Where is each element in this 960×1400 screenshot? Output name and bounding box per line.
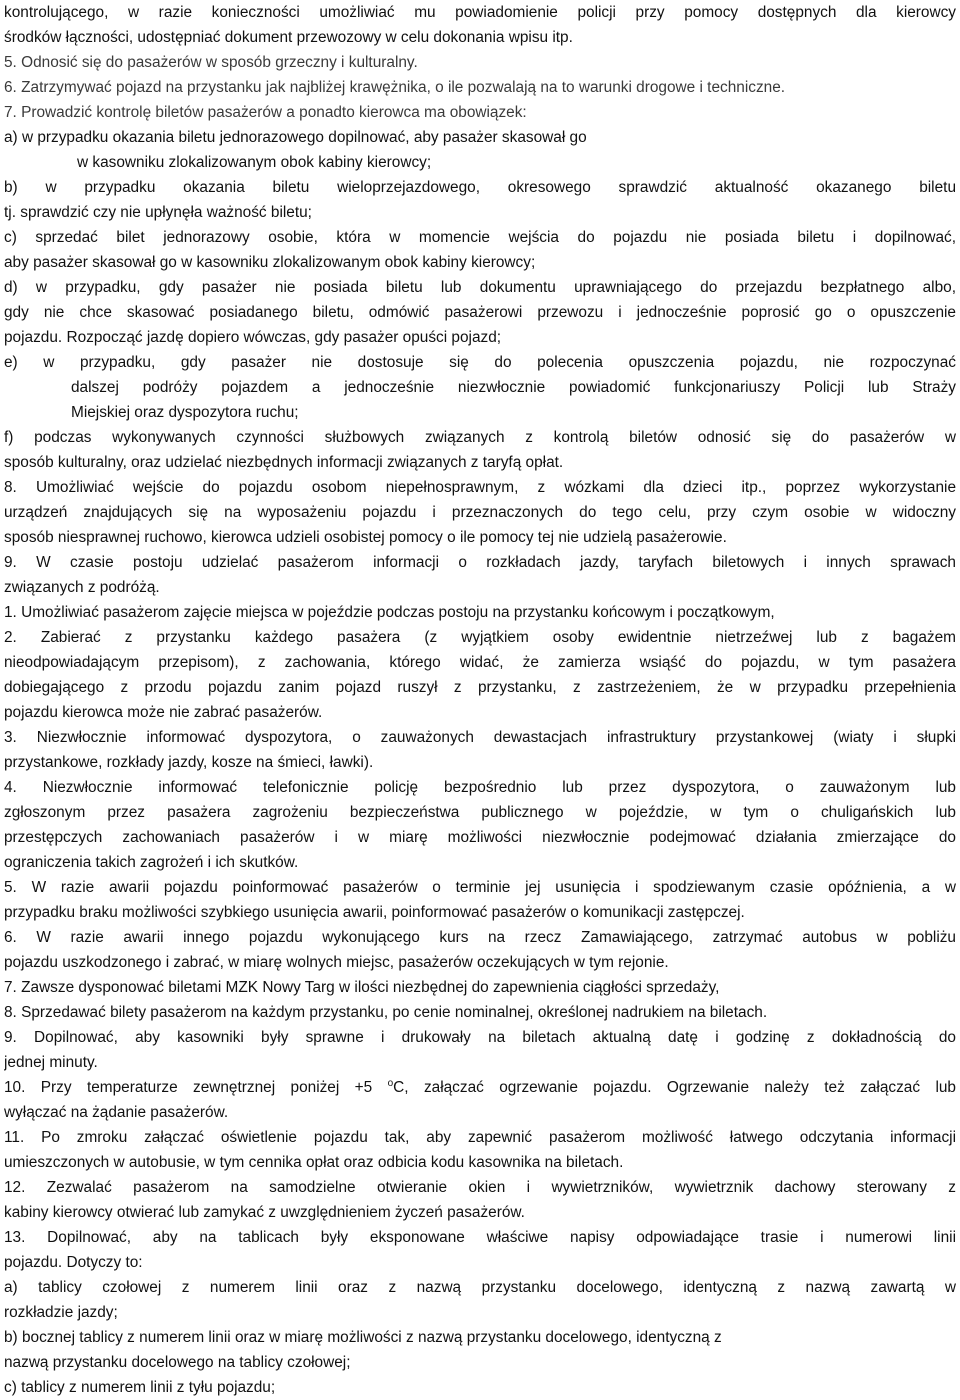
line-text: kontrolującego, w razie konieczności umożliwiać mu powiadomienie policji przy pomocy dostępnych dla kierowcy	[4, 4, 956, 21]
line-text: 5. Odnosić się do pasażerów w sposób grzeczny i kulturalny.	[4, 54, 418, 71]
line-text: urządzeń znajdujących się na wyposażeniu pojazdu i przeznaczonych do tego celu, przy czym osobie w widoczny	[4, 504, 956, 521]
line-text: pojazdu uszkodzonego i zabrać, w miarę wolnych miejsc, pasażerów oczekujących w tym rejonie.	[4, 954, 669, 971]
text-line	[4, 950, 956, 975]
text-line	[4, 75, 956, 100]
line-text: 11. Po zmroku załączać oświetlenie pojazdu tak, aby zapewnić pasażerom możliwość łatwego odczytania informacji	[4, 1129, 956, 1146]
text-line	[4, 1200, 956, 1225]
text-line	[4, 300, 956, 325]
line-text: pojazdu. Dotyczy to:	[4, 1254, 143, 1271]
text-line	[4, 550, 956, 575]
text-line	[4, 700, 956, 725]
text-line	[4, 575, 956, 600]
text-line	[4, 175, 956, 200]
text-line	[4, 900, 956, 925]
line-text: e) w przypadku, gdy pasażer nie dostosuje się do polecenia opuszczenia pojazdu, nie rozpoczynać	[4, 354, 956, 371]
line-text: w kasowniku zlokalizowanym obok kabiny kierowcy;	[77, 154, 432, 171]
text-line	[4, 975, 956, 1000]
text-line	[4, 525, 956, 550]
line-text: 7. Prowadzić kontrolę biletów pasażerów a ponadto kierowca ma obowiązek:	[4, 104, 527, 121]
text-line	[4, 200, 956, 225]
text-line	[4, 1125, 956, 1150]
line-text: przypadku braku możliwości szybkiego usunięcia awarii, poinformować pasażerów o komunikacji zastępczej.	[4, 904, 745, 921]
line-text: b) w przypadku okazania biletu wieloprzejazdowego, okresowego sprawdzić aktualność okazanego biletu	[4, 179, 956, 196]
text-line	[4, 375, 956, 400]
line-text: pojazdu kierowca może nie zabrać pasażerów.	[4, 704, 323, 721]
text-line	[4, 1325, 956, 1350]
text-line	[4, 1250, 956, 1275]
text-line	[4, 750, 956, 775]
text-line	[4, 1000, 956, 1025]
text-line	[4, 1275, 956, 1300]
line-text: 12. Zezwalać pasażerom na samodzielne otwieranie okien i wywietrzników, wywietrznik dachowy sterowany z	[4, 1179, 956, 1196]
text-line	[4, 275, 956, 300]
line-text: kabiny kierowcy otwierać lub zamykać z uwzględnieniem życzeń pasażerów.	[4, 1204, 525, 1221]
text-line	[4, 1225, 956, 1250]
line-text: 8. Umożliwiać wejście do pojazdu osobom niepełnosprawnym, z wózkami dla dzieci itp., poprzez wykorzystanie	[4, 479, 956, 496]
text-line	[4, 225, 956, 250]
line-text: sposób niesprawnej ruchowo, kierowca udzieli osobistej pomocy o ile pomocy tej nie udzielą pasażerowie.	[4, 529, 727, 546]
text-line	[4, 450, 956, 475]
text-line	[4, 475, 956, 500]
line-text: związanych z podróżą.	[4, 579, 160, 596]
line-text: 9. W czasie postoju udzielać pasażerom informacji o rozkładach jazdy, taryfach biletowych i innych sprawach	[4, 554, 956, 571]
line-text: Miejskiej oraz dyspozytora ruchu;	[71, 404, 299, 421]
line-text: 6. Zatrzymywać pojazd na przystanku jak najbliżej krawężnika, o ile pozwalają na to warunki drogowe i techniczne.	[4, 79, 786, 96]
text-line	[4, 1375, 956, 1400]
text-line	[4, 725, 956, 750]
line-text: c) sprzedać bilet jednorazowy osobie, która w momencie wejścia do pojazdu nie posiada biletu i dopilnować,	[4, 229, 956, 246]
text-line	[4, 850, 956, 875]
line-text: przestępczych zachowaniach pasażerów i w miarę możliwości niezwłocznie podejmować działania zmierzające do	[4, 829, 956, 846]
text-line	[4, 250, 956, 275]
line-text: tj. sprawdzić czy nie upłynęła ważność biletu;	[4, 204, 312, 221]
line-text: jednej minuty.	[4, 1054, 98, 1071]
text-line	[4, 100, 956, 125]
line-text: sposób kulturalny, oraz udzielać niezbędnych informacji związanych z taryfą opłat.	[4, 454, 564, 471]
line-text: 7. Zawsze dysponować biletami MZK Nowy Targ w ilości niezbędnej do zapewnienia ciągłości sprzedaży,	[4, 979, 720, 996]
text-line	[4, 0, 956, 25]
line-text: pojazdu. Rozpocząć jazdę dopiero wówczas, gdy pasażer opuści pojazd;	[4, 329, 502, 346]
line-text: 8. Sprzedawać bilety pasażerom na każdym przystanku, po cenie nominalnej, określonej nadrukiem na biletach.	[4, 1004, 768, 1021]
text-line	[4, 1050, 956, 1075]
text-line	[4, 875, 956, 900]
superscript: o	[387, 1077, 394, 1089]
line-text: nieodpowiadającym przepisom), z zachowania, którego widać, że zamierza wsiąść do pojazdu, w tym pasażera	[4, 654, 956, 671]
line-text: aby pasażer skasował go w kasowniku zlokalizowanym obok kabiny kierowcy;	[4, 254, 536, 271]
line-text: środków łączności, udostępniać dokument przewozowy w celu dokonania wpisu itp.	[4, 29, 573, 46]
text-line	[4, 1100, 956, 1125]
line-text: 2. Zabierać z przystanku każdego pasażera (z wyjątkiem osoby ewidentnie nietrzeźwej lub z bagażem	[4, 629, 956, 646]
line-text: 9. Dopilnować, aby kasowniki były sprawne i drukowały na biletach aktualną datę i godzinę z dokładnością do	[4, 1029, 956, 1046]
line-text: c) tablicy z numerem linii z tyłu pojazdu;	[4, 1379, 276, 1396]
text-line	[4, 925, 956, 950]
line-text: nazwą przystanku docelowego na tablicy czołowej;	[4, 1354, 351, 1371]
text-line	[4, 600, 956, 625]
text-line	[4, 1150, 956, 1175]
text-line	[4, 400, 956, 425]
text-line	[4, 775, 956, 800]
text-line	[4, 1175, 956, 1200]
text-line	[4, 1025, 956, 1050]
text-line	[4, 500, 956, 525]
text-line	[4, 150, 956, 175]
text-line	[4, 825, 956, 850]
line-text: 6. W razie awarii innego pojazdu wykonującego kurs na rzecz Zamawiającego, zatrzymać autobus w pobliżu	[4, 929, 956, 946]
line-text-continued: C, załączać ogrzewanie pojazdu. Ogrzewanie należy też załączać lub	[393, 1079, 956, 1096]
text-line	[4, 425, 956, 450]
text-line	[4, 125, 956, 150]
text-line	[4, 675, 956, 700]
line-text: 13. Dopilnować, aby na tablicach były eksponowane właściwe napisy odpowiadające trasie i numerowi linii	[4, 1229, 956, 1246]
line-text: d) w przypadku, gdy pasażer nie posiada biletu lub dokumentu uprawniającego do przejazdu bezpłatnego albo,	[4, 279, 956, 296]
text-line	[4, 650, 956, 675]
text-line	[4, 1075, 956, 1100]
line-text: dobiegającego z przodu pojazdu zanim pojazd ruszył z przystanku, z zastrzeżeniem, że w przypadku przepełnienia	[4, 679, 956, 696]
line-text: a) w przypadku okazania biletu jednorazowego dopilnować, aby pasażer skasował go	[4, 129, 587, 146]
line-text: 5. W razie awarii pojazdu poinformować pasażerów o terminie jej usunięcia i spodziewanym czasie opóźnienia, a w	[4, 879, 956, 896]
line-text: 3. Niezwłocznie informować dyspozytora, o zauważonych dewastacjach infrastruktury przystankowej (wiaty i słupki	[4, 729, 956, 746]
line-text: 10. Przy temperaturze zewnętrznej poniżej +5	[4, 1079, 388, 1096]
line-text: b) bocznej tablicy z numerem linii oraz w miarę możliwości z nazwą przystanku docelowego, identyczną z	[4, 1329, 722, 1346]
line-text: 4. Niezwłocznie informować telefonicznie policję bezpośrednio lub przez dyspozytora, o zauważonym lub	[4, 779, 956, 796]
text-line	[4, 625, 956, 650]
text-line	[4, 325, 956, 350]
text-line	[4, 1300, 956, 1325]
text-line	[4, 350, 956, 375]
line-text: zgłoszonym przez pasażera zagrożeniu bezpieczeństwa publicznego w pojeździe, w tym o chuligańskich lub	[4, 804, 956, 821]
line-text: dalszej podróży pojazdem a jednocześnie niezwłocznie powiadomić funkcjonariuszy Policji lub Straży	[71, 379, 956, 396]
line-text: umieszczonych w autobusie, w tym cennika opłat oraz odbicia kodu kasownika na biletach.	[4, 1154, 624, 1171]
text-line	[4, 25, 956, 50]
line-text: f) podczas wykonywanych czynności służbowych związanych z kontrolą biletów odnosić się do pasażerów w	[4, 429, 956, 446]
text-line	[4, 800, 956, 825]
line-text: a) tablicy czołowej z numerem linii oraz z nazwą przystanku docelowego, identyczną z nazwą zawartą w	[4, 1279, 956, 1296]
line-text: rozkładzie jazdy;	[4, 1304, 118, 1321]
text-line	[4, 50, 956, 75]
line-text: przystankowe, rozkłady jazdy, kosze na śmieci, ławki).	[4, 754, 374, 771]
line-text: wyłączać na żądanie pasażerów.	[4, 1104, 229, 1121]
line-text: 1. Umożliwiać pasażerom zajęcie miejsca w pojeździe podczas postoju na przystanku końcowym i początkowym,	[4, 604, 775, 621]
line-text: gdy nie chce skasować posiadanego biletu, odmówić pasażerowi przewozu i jednocześnie poprosić go o opuszczenie	[4, 304, 956, 321]
text-line	[4, 1350, 956, 1375]
line-text: ograniczenia takich zagrożeń i ich skutków.	[4, 854, 299, 871]
